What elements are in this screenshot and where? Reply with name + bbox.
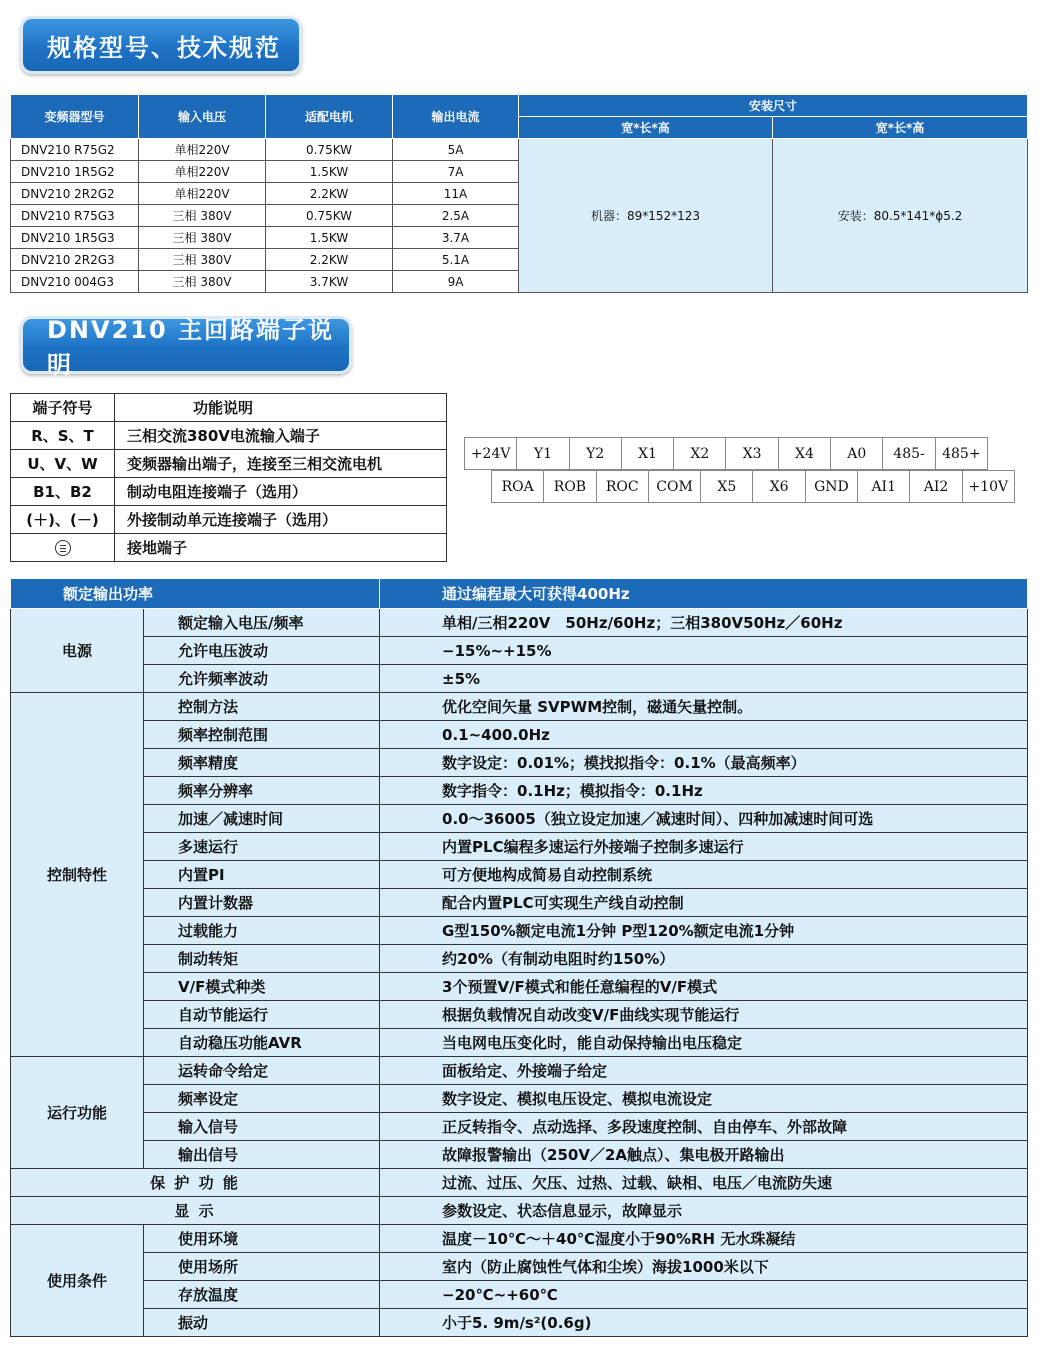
param-item: 输入信号 [144,1113,380,1141]
param-item: 频率设定 [144,1085,380,1113]
param-span-label: 保 护 功 能 [11,1169,380,1197]
param-group: 控制特性 [11,693,144,1057]
spec-cell-motor: 1.5KW [266,161,393,183]
terminal-pin: Y2 [569,437,622,470]
terminal-pin: ROB [543,470,596,503]
terminal-pin: ROC [596,470,649,503]
ground-icon [55,540,71,556]
terminal-description: 制动电阻连接端子（选用） [115,478,447,506]
param-item: 过载能力 [144,917,380,945]
param-value: 面板给定、外接端子给定 [380,1057,1028,1085]
param-span-label: 显 示 [11,1197,380,1225]
control-terminal-row-bottom [492,470,1015,503]
param-item: V/F模式种类 [144,973,380,1001]
terminal-pin: A0 [830,437,883,470]
spec-cell-current: 7A [393,161,519,183]
param-value: 单相/三相220V 50Hz/60Hz；三相380V50Hz／60Hz [380,609,1028,637]
spec-cell-voltage: 单相220V [139,139,266,161]
param-item: 使用环境 [144,1225,380,1253]
param-item: 存放温度 [144,1281,380,1309]
param-value: 0.1~400.0Hz [380,721,1028,749]
param-value: 小于5. 9m/s²(0.6g) [380,1309,1028,1337]
spec-cell-motor: 3.7KW [266,271,393,293]
spec-cell-current: 9A [393,271,519,293]
param-group: 运行功能 [11,1057,144,1169]
spec-cell-voltage: 三相 380V [139,227,266,249]
spec-cell-motor: 0.75KW [266,139,393,161]
param-row [11,637,1028,665]
terminal-symbol-ground [11,534,115,562]
spec-cell-motor: 2.2KW [266,249,393,271]
param-value: 室内（防止腐蚀性气体和尘埃）海拔1000米以下 [380,1253,1028,1281]
param-row [11,777,1028,805]
terminal-pin: X4 [778,437,831,470]
terminal-pin: X6 [752,470,805,503]
param-value: 约20%（有制动电阻时约150%） [380,945,1028,973]
spec-cell-model: DNV210 R75G3 [11,205,139,227]
terminal-table [10,393,447,562]
param-item: 频率分辨率 [144,777,380,805]
param-item: 多速运行 [144,833,380,861]
terminal-description: 变频器输出端子，连接至三相交流电机 [115,450,447,478]
param-row [11,1001,1028,1029]
spec-header-voltage: 输入电压 [139,95,266,139]
param-value: 数字设定、模拟电压设定、模拟电流设定 [380,1085,1028,1113]
param-value: −20℃~+60℃ [380,1281,1028,1309]
param-group: 使用条件 [11,1225,144,1337]
terminal-pin: X2 [673,437,726,470]
param-item: 自动节能运行 [144,1001,380,1029]
param-value: 过流、过压、欠压、过热、过载、缺相、电压／电流防失速 [380,1169,1028,1197]
terminal-pin: GND [805,470,858,503]
spec-header-mount-sub-2: 宽*长*高 [773,117,1028,139]
param-value: 数字设定：0.01%；模找拟指令：0.1%（最高频率） [380,749,1028,777]
terminal-pin: ROA [491,470,544,503]
spec-cell-voltage: 三相 380V [139,271,266,293]
spec-mount-machine: 机器：89*152*123 [519,139,773,293]
param-value: 3个预置V/F模式和能任意编程的V/F模式 [380,973,1028,1001]
param-item: 制动转矩 [144,945,380,973]
param-row [11,721,1028,749]
param-value: 参数设定、状态信息显示，故障显示 [380,1197,1028,1225]
param-value: 正反转指令、点动选择、多段速度控制、自由停车、外部故障 [380,1113,1028,1141]
param-value: 根据负载情况自动改变V/F曲线实现节能运行 [380,1001,1028,1029]
spec-cell-voltage: 单相220V [139,161,266,183]
param-item: 频率精度 [144,749,380,777]
terminal-pin: X3 [725,437,778,470]
param-group: 电源 [11,609,144,693]
terminal-row [11,422,447,450]
param-row [11,1029,1028,1057]
param-value: G型150%额定电流1分钟 P型120%额定电流1分钟 [380,917,1028,945]
terminal-pin: COM [648,470,701,503]
terminal-row [11,506,447,534]
param-value: 故障报警输出（250V／2A触点）、集电极开路输出 [380,1141,1028,1169]
spec-cell-model: DNV210 1R5G2 [11,161,139,183]
terminal-header-symbol: 端子符号 [11,394,115,422]
spec-cell-current: 5A [393,139,519,161]
terminal-description: 外接制动单元连接端子（选用） [115,506,447,534]
param-row [11,945,1028,973]
param-row [11,1141,1028,1169]
param-value: 配合内置PLC可实现生产线自动控制 [380,889,1028,917]
param-value: 温度－10℃～＋40℃湿度小于90%RH 无水珠凝结 [380,1225,1028,1253]
param-item: 允许电压波动 [144,637,380,665]
param-value: 内置PLC编程多速运行外接端子控制多速运行 [380,833,1028,861]
terminal-symbol: U、V、W [11,450,115,478]
param-item: 频率控制范围 [144,721,380,749]
terminal-header-function: 功能说明 [115,394,447,422]
param-row [11,609,1028,637]
param-item: 自动稳压功能AVR [144,1029,380,1057]
section-title-terminals-text: DNV210 主回路端子说明 [47,316,335,379]
control-terminal-row-top [465,437,988,470]
param-value: 优化空间矢量 SVPWM控制，磁通矢量控制。 [380,693,1028,721]
spec-cell-current: 11A [393,183,519,205]
param-value: 当电网电压变化时，能自动保持输出电压稳定 [380,1029,1028,1057]
param-value: −15%~+15% [380,637,1028,665]
spec-table [10,94,1028,293]
terminal-pin: 485- [882,437,935,470]
spec-header-mount-sub-1: 宽*长*高 [519,117,773,139]
section-title-specs [20,16,302,74]
param-row [11,1253,1028,1281]
spec-header-model: 变频器型号 [11,95,139,139]
param-row [11,973,1028,1001]
terminal-symbol: B1、B2 [11,478,115,506]
spec-mount-install: 安装：80.5*141*ϕ5.2 [773,139,1028,293]
spec-cell-current: 2.5A [393,205,519,227]
terminal-pin: +10V [962,470,1015,503]
terminal-row [11,478,447,506]
param-row-protect [11,1169,1028,1197]
terminal-row-ground [11,534,447,562]
param-value: 数字指令：0.1Hz；模拟指令：0.1Hz [380,777,1028,805]
param-row [11,917,1028,945]
spec-cell-model: DNV210 2R2G3 [11,249,139,271]
param-row [11,665,1028,693]
spec-cell-voltage: 三相 380V [139,249,266,271]
param-row [11,1085,1028,1113]
terminal-pin: +24V [464,437,517,470]
param-row [11,805,1028,833]
spec-cell-model: DNV210 004G3 [11,271,139,293]
terminal-header-row [11,394,447,422]
spec-header-current: 输出电流 [393,95,519,139]
parameter-table [10,578,1028,1337]
param-item: 运转命令给定 [144,1057,380,1085]
param-header-right: 通过编程最大可获得400Hz [380,579,1028,609]
param-item: 使用场所 [144,1253,380,1281]
param-row-display [11,1197,1028,1225]
spec-cell-motor: 0.75KW [266,205,393,227]
terminal-description-ground: 接地端子 [115,534,447,562]
spec-cell-voltage: 三相 380V [139,205,266,227]
param-row [11,861,1028,889]
param-item: 加速／减速时间 [144,805,380,833]
terminal-description: 三相交流380V电流输入端子 [115,422,447,450]
spec-cell-model: DNV210 2R2G2 [11,183,139,205]
param-row [11,693,1028,721]
param-item: 内置计数器 [144,889,380,917]
param-row [11,889,1028,917]
spec-header-motor: 适配电机 [266,95,393,139]
param-item: 内置PI [144,861,380,889]
spec-cell-model: DNV210 R75G2 [11,139,139,161]
param-item: 振动 [144,1309,380,1337]
param-header-left: 额定输出功率 [11,579,380,609]
param-item: 允许频率波动 [144,665,380,693]
param-value: 0.0～36005（独立设定加速／减速时间）、四种加减速时间可选 [380,805,1028,833]
param-value: 可方便地构成简易自动控制系统 [380,861,1028,889]
terminal-symbol: R、S、T [11,422,115,450]
param-item: 控制方法 [144,693,380,721]
param-item: 额定输入电压/频率 [144,609,380,637]
spec-cell-voltage: 单相220V [139,183,266,205]
spec-cell-current: 5.1A [393,249,519,271]
terminal-row [11,450,447,478]
param-value: ±5% [380,665,1028,693]
param-row [11,1057,1028,1085]
spec-cell-motor: 1.5KW [266,227,393,249]
section-title-specs-text: 规格型号、技术规范 [47,33,281,62]
terminal-pin: X1 [621,437,674,470]
param-item: 输出信号 [144,1141,380,1169]
spec-row [11,139,1028,161]
terminal-pin: AI1 [857,470,910,503]
param-row [11,749,1028,777]
spec-cell-current: 3.7A [393,227,519,249]
param-row [11,1113,1028,1141]
param-row [11,1225,1028,1253]
spec-header-mount: 安装尺寸 [519,95,1028,117]
section-title-terminals [20,316,352,379]
terminal-symbol: (＋)、(－) [11,506,115,534]
terminal-pin: Y1 [516,437,569,470]
terminal-pin: AI2 [909,470,962,503]
terminal-pin: 485+ [935,437,988,470]
spec-cell-model: DNV210 1R5G3 [11,227,139,249]
spec-cell-motor: 2.2KW [266,183,393,205]
terminal-pin: X5 [700,470,753,503]
param-row [11,833,1028,861]
param-row [11,1309,1028,1337]
param-row [11,1281,1028,1309]
